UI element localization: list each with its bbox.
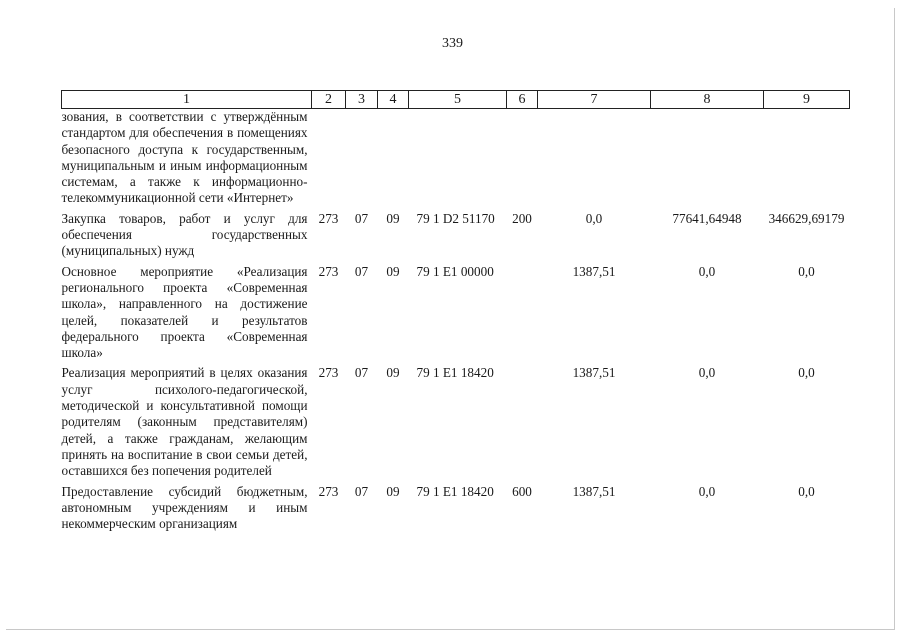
row-value-7: 1387,51	[572, 483, 616, 499]
row-code-ministry: 273	[318, 263, 339, 279]
row-value-9: 346629,69179	[768, 210, 845, 226]
table-row	[62, 207, 850, 260]
row-value-9	[764, 109, 850, 207]
row-value-7: 1387,51	[572, 365, 616, 381]
table-row	[62, 361, 850, 479]
column-header-1: 1	[62, 91, 312, 109]
row-value-8: 77641,64948	[672, 210, 742, 226]
row-value-9: 0,0	[798, 263, 815, 279]
row-code-expense-type: 200	[512, 210, 532, 226]
row-value-8: 0,0	[698, 483, 716, 499]
row-code-ministry	[312, 109, 346, 207]
row-value-8: 0,0	[698, 365, 716, 381]
column-header-5: 5	[409, 91, 507, 109]
row-value-7	[538, 109, 651, 207]
column-header-9: 9	[764, 91, 850, 109]
row-code-section: 07	[354, 365, 369, 381]
row-value-9: 0,0	[798, 365, 815, 381]
budget-table	[61, 90, 850, 532]
row-code-subsection: 09	[386, 263, 400, 279]
row-name: Закупка товаров, работ и услуг для обеспечения государственных (муниципальных) нужд	[61, 210, 308, 259]
row-value-7: 1387,51	[572, 263, 616, 279]
row-code-expense-type	[507, 260, 538, 362]
row-code-section: 07	[354, 483, 369, 499]
table-row	[62, 260, 850, 362]
header-row	[62, 91, 850, 109]
row-code-target: 79 1 E1 18420	[416, 483, 494, 499]
page-number: 339	[442, 36, 463, 51]
row-value-7: 0,0	[585, 210, 603, 226]
column-header-4: 4	[378, 91, 409, 109]
row-code-ministry: 273	[318, 483, 339, 499]
row-code-subsection: 09	[386, 210, 400, 226]
row-code-subsection	[378, 109, 409, 207]
row-name: Реализация мероприятий в целях оказания услуг психолого-педагогической, методической и консультативной помощи родителям (законным представителям) детей, а также гражданам, желающим принять на воспитание в свои семьи детей, оставшихся без попечения родителей	[61, 365, 308, 479]
row-name: зования, в соответствии с утверждённым стандартом для обеспечения в помещениях безопасного доступа к государственным, муниципальным и иным информационным системам, а также к информационно-телекоммуникационной сети «Интернет»	[61, 109, 308, 206]
row-code-expense-type	[507, 109, 538, 207]
row-code-section: 07	[354, 210, 369, 226]
table-row	[62, 480, 850, 533]
row-name: Основное мероприятие «Реализация регионального проекта «Современная школа», направленного на достижение целей, показателей и результатов федерального проекта «Современная школа»	[61, 263, 308, 361]
row-code-ministry: 273	[318, 210, 339, 226]
row-value-8	[651, 109, 764, 207]
row-code-target: 79 1 E1 18420	[416, 365, 494, 381]
row-code-expense-type	[507, 361, 538, 479]
table-row	[62, 109, 850, 207]
column-header-6: 6	[507, 91, 538, 109]
row-name: Предоставление субсидий бюджетным, автономным учреждениям и иным некоммерческим организациям	[61, 483, 308, 532]
row-code-target: 79 1 E1 00000	[416, 263, 494, 279]
row-code-subsection: 09	[386, 483, 400, 499]
row-code-expense-type: 600	[512, 483, 532, 499]
column-header-8: 8	[651, 91, 764, 109]
row-code-target: 79 1 D2 51170	[416, 210, 495, 226]
row-code-ministry: 273	[318, 365, 339, 381]
row-value-8: 0,0	[698, 263, 716, 279]
column-header-2: 2	[312, 91, 346, 109]
row-code-subsection: 09	[386, 365, 400, 381]
column-header-7: 7	[538, 91, 651, 109]
column-header-3: 3	[346, 91, 378, 109]
row-value-9: 0,0	[798, 483, 815, 499]
row-code-section	[346, 109, 378, 207]
row-code-section: 07	[354, 263, 369, 279]
row-code-target	[409, 109, 507, 207]
